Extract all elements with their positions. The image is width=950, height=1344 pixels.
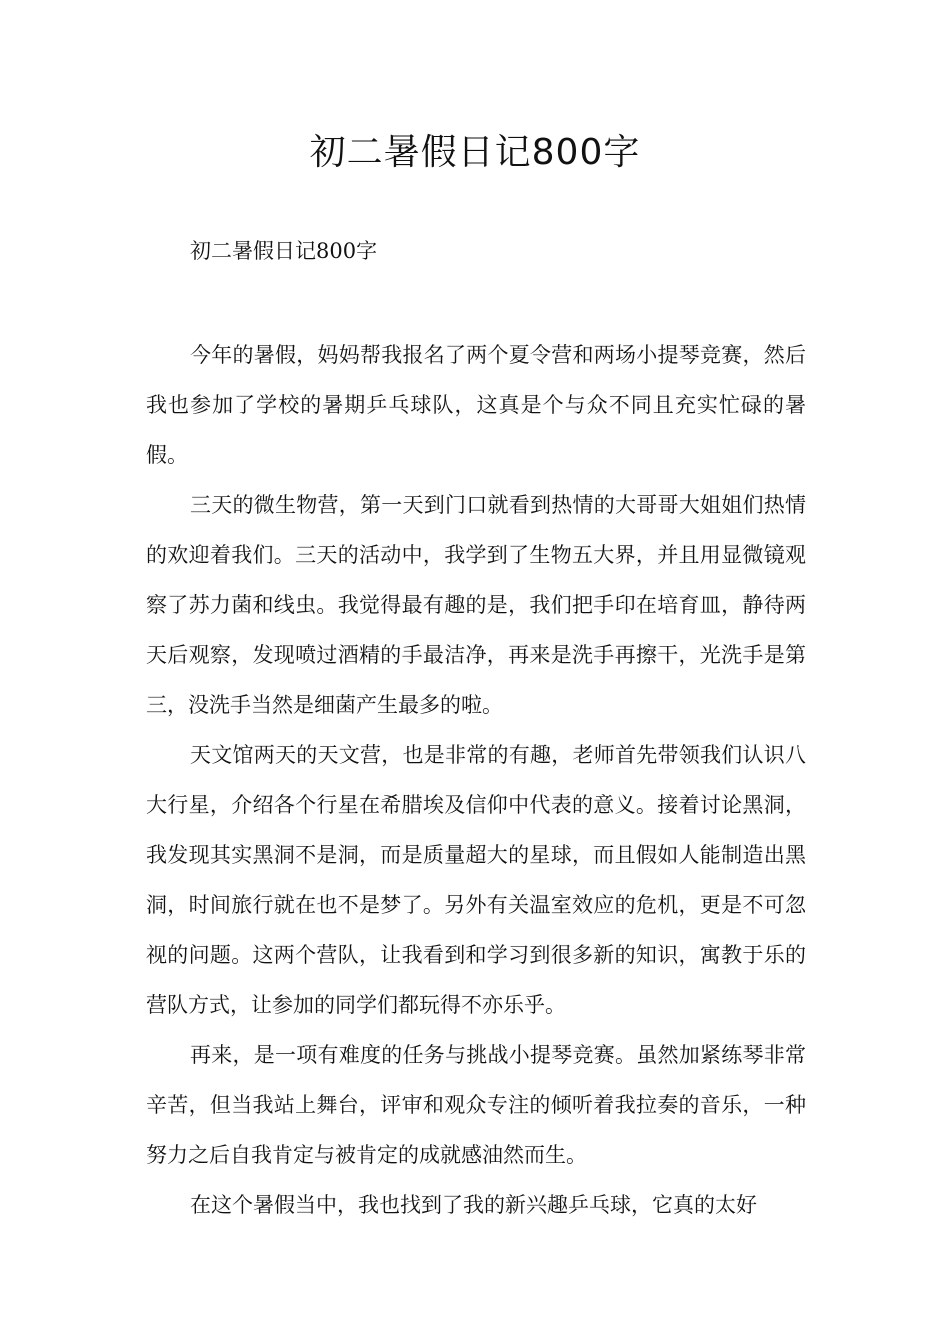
paragraph: 天文馆两天的天文营，也是非常的有趣，老师首先带领我们认识八大行星，介绍各个行星在希腊埃及信仰中代表的意义。接着讨论黑洞，我发现其实黑洞不是洞，而是质量超大的星球，而且假如人能制造出黑洞，时间旅行就在也不是梦了。另外有关温室效应的危机，更是不可忽视的问题。这两个营队，让我看到和学习到很多新的知识，寓教于乐的营队方式，让参加的同学们都玩得不亦乐乎。 (146, 743, 806, 1017)
paragraph: 再来，是一项有难度的任务与挑战小提琴竞赛。虽然加紧练琴非常辛苦，但当我站上舞台，评审和观众专注的倾听着我拉奏的音乐，一种努力之后自我肯定与被肯定的成就感油然而生。 (146, 1043, 806, 1167)
paragraph: 三天的微生物营，第一天到门口就看到热情的大哥哥大姐姐们热情的欢迎着我们。三天的活动中，我学到了生物五大界，并且用显微镜观察了苏力菌和线虫。我觉得最有趣的是，我们把手印在培育皿，静待两天后观察，发现喷过酒精的手最洁净，再来是洗手再擦干，光洗手是第三，没洗手当然是细菌产生最多的啦。 (146, 493, 806, 717)
document-body (146, 330, 806, 1230)
document-subtitle: 初二暑假日记800字 (190, 239, 378, 263)
paragraph: 在这个暑假当中，我也找到了我的新兴趣乒乓球，它真的太好 (190, 1193, 757, 1217)
paragraph: 今年的暑假，妈妈帮我报名了两个夏令营和两场小提琴竞赛，然后我也参加了学校的暑期乒乓球队，这真是个与众不同且充实忙碌的暑假。 (146, 343, 806, 467)
document-title: 初二暑假日记800字 (309, 132, 641, 173)
